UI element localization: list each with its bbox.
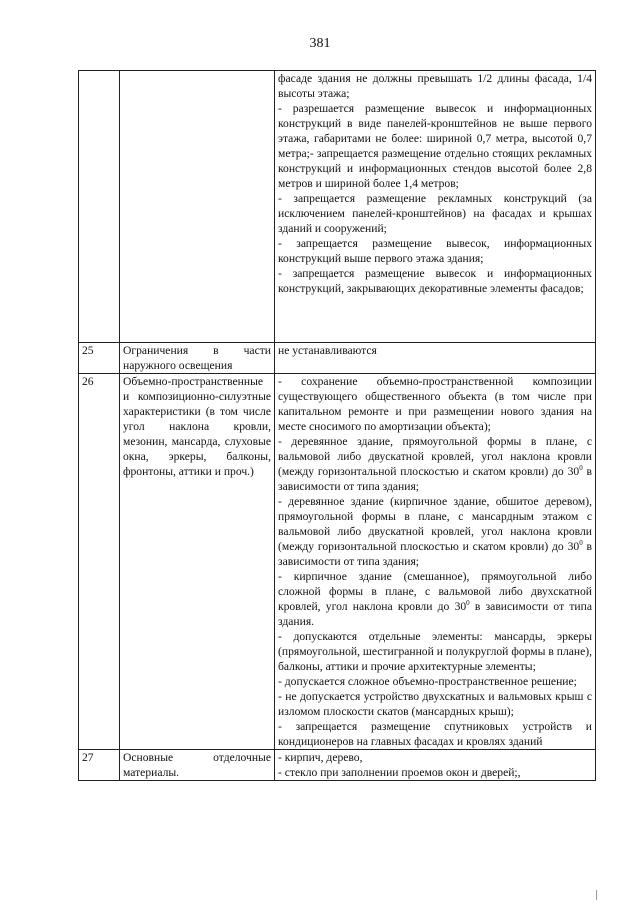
value-line: фасаде здания не должны превышать 1/2 длины фасада, 1/4 высоты этажа; <box>278 72 592 100</box>
value-line: - стекло при заполнении проемов окон и дверей;, <box>278 766 521 779</box>
row-parameter: Ограничения в части наружного освещения <box>120 343 275 374</box>
value-line: - запрещается размещение спутниковых устройств и кондиционеров на главных фасадах и кровлях зданий <box>278 720 592 748</box>
value-line <box>278 569 592 629</box>
value-line: - запрещается размещение рекламных конструкций (за исключением панелей-кронштейнов) на фасадах и крышах зданий и сооружений; <box>278 192 592 235</box>
row-number <box>79 71 120 343</box>
table-row <box>79 71 596 343</box>
row-parameter <box>120 71 275 343</box>
value-line: - кирпич, дерево, <box>278 751 363 764</box>
row-number: 25 <box>79 343 120 374</box>
value-text: - деревянное здание, прямоугольной формы в плане, с вальмовой либо двускатной кровлей, угол наклона кровли (между горизонтальной плоскостью и скатом кровли) до 30 <box>278 435 592 478</box>
degree-superscript: 0 <box>579 539 583 548</box>
row-value <box>275 343 596 374</box>
row-value <box>275 750 596 781</box>
row-number: 26 <box>79 374 120 750</box>
value-text: в зависимости от типа здания; <box>278 540 593 568</box>
value-text: в зависимости от типа здания; <box>278 465 593 493</box>
value-text: в зависимости от типа здания. <box>278 600 592 628</box>
degree-superscript: 0 <box>466 599 470 608</box>
value-line: - не допускается устройство двухскатных и вальмовых крыш с изломом плоскости скатов (мансардных крыш); <box>278 690 592 718</box>
regulations-table <box>78 70 596 781</box>
value-text: - кирпичное здание (смешанное), прямоугольной либо сложной формы в плане, с вальмовой либо двухскатной кровлей, угол наклона кровли до 30 <box>278 570 592 613</box>
value-line: - допускается сложное объемно-пространственное решение; <box>278 675 577 688</box>
value-line: - сохранение объемно-пространственной композиции существующего общественного объекта (в том числе при капитальном ремонте и при размещении нового здания на месте сносимого по амортизации объекта); <box>278 375 592 433</box>
value-line: - запрещается размещение вывесок и информационных конструкций, закрывающих декоративные элементы фасадов; <box>278 267 592 295</box>
table-row <box>79 750 596 781</box>
value-line: - допускаются отдельные элементы: мансарды, эркеры (прямоугольной, шестигранной и полукруглой формы в плане), балконы, аттики и прочие архитектурные элементы; <box>278 630 592 673</box>
row-parameter: Основные отделочные материалы. <box>120 750 275 781</box>
row-parameter: Объемно-пространственные и композиционно-силуэтные характеристики (в том числе угол наклона кровли, мезонин, мансарда, слуховые окна, эркеры, балконы, фронтоны, аттики и проч.) <box>120 374 275 750</box>
value-line <box>278 434 592 494</box>
row-value <box>275 71 596 343</box>
scan-edge-mark <box>596 890 597 900</box>
value-line: - разрешается размещение вывесок и информационных конструкций в виде панелей-кронштейнов не выше первого этажа, габаритами не более: шириной 0,7 метра, высотой 0,7 метра;- запрещается размещение отдельно стоящих рекламных конструкций и информационных стендов высотой более 2,8 метров и шириной более 1,4 метров; <box>278 102 592 190</box>
page-number: 381 <box>309 36 331 51</box>
table-row <box>79 374 596 750</box>
row-number: 27 <box>79 750 120 781</box>
value-line: - запрещается размещение вывесок, информационных конструкций выше первого этажа здания; <box>278 237 592 265</box>
row-value <box>275 374 596 750</box>
table-row <box>79 343 596 374</box>
value-text: - деревянное здание (кирпичное здание, обшитое деревом), прямоугольной формы в плане, с мансардным этажом с вальмовой либо двускатной кровлей, угол наклона кровли (между горизонтальной плоскостью и скатом кровли) до 30 <box>278 495 592 553</box>
value-line <box>278 494 592 569</box>
degree-superscript: 0 <box>579 464 583 473</box>
value-line: не устанавливаются <box>278 344 377 357</box>
